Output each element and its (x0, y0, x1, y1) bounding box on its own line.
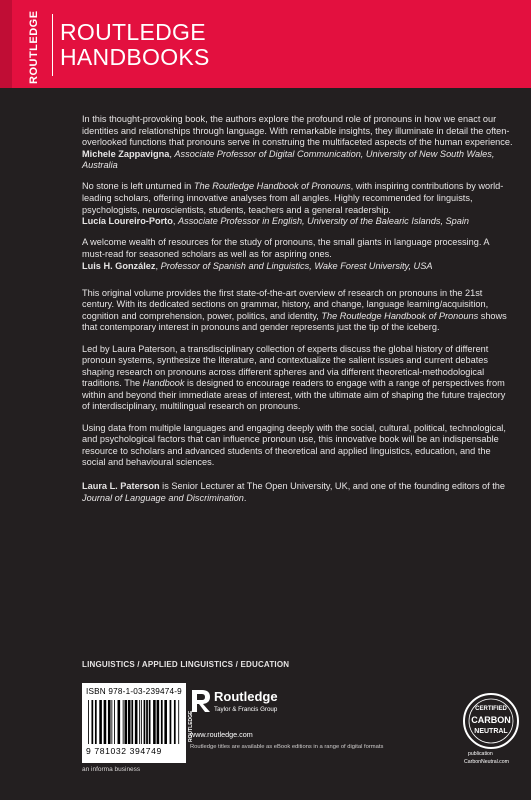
barcode-bar (131, 700, 133, 744)
subject-category: LINGUISTICS / APPLIED LINGUISTICS / EDUCATION (82, 660, 290, 669)
description-paragraph-3: Using data from multiple languages and engaging deeply with the social, cultural, political, technological, and psychological factors that can influence pronoun use, this innovative book will be an indispensable resource to scholars and advanced students of theoretical and applied linguistics, education, and the social and behavioural sciences. (82, 422, 506, 468)
barcode-bar (141, 700, 142, 744)
barcode-bar (135, 700, 138, 744)
description-paragraph-2 (82, 344, 514, 414)
informa-business: an informa business (82, 766, 141, 773)
barcode-bar (123, 700, 124, 744)
series-title (60, 20, 210, 70)
description-book-title: The Routledge Handbook of Pronouns (321, 310, 479, 321)
description-text: is designed to encourage readers to engage with a range of perspectives from within and beyond their immediate areas of interest, with the ultimate aim of shaping the future trajectory of interdisciplinary, multilingual research on pronouns. (82, 378, 506, 412)
author-journal: Journal of Language and Discrimination (82, 492, 244, 503)
barcode-bar (95, 700, 97, 744)
barcode-bar (124, 700, 127, 744)
barcode-bar (164, 700, 167, 744)
description-text: shows that contemporary interest in pronouns and gender represents just the tip of the iceberg. (82, 310, 507, 333)
ebook-note: Routledge titles are available as eBook editions in a range of digital formats (190, 744, 384, 750)
description-text: Led by Laura Paterson, a transdisciplinary collection of experts discuss the global history of different pronoun systems, synthesize the literature, and contextualize the salient issues and current debates shaping research on pronouns across different spheres and via different theoretical-methodological traditions. The (82, 343, 489, 389)
barcode-bar (88, 700, 89, 744)
seal-line-2: CARBON (471, 715, 511, 725)
praise-quote-1: In this thought-provoking book, the authors explore the profound role of pronouns in how we enact our identities and relationships through language. With remarkable insights, they illuminate in detail the often-overlooked functions that pronouns serve in construing the multifaceted aspects of the human experience. Michele Zappavigna, Associate Professor of Digital Communication, University of New South Wales, Australia (82, 114, 513, 171)
publisher-name: Routledge (214, 689, 278, 704)
barcode-number: 9 781032 394749 (86, 746, 162, 756)
description-book-title: Handbook (142, 378, 185, 389)
barcode-bar (149, 700, 151, 744)
series-banner (0, 0, 531, 88)
barcode-bar (153, 700, 156, 744)
publisher-group: Taylor & Francis Group (214, 706, 278, 713)
barcode-bar (144, 700, 146, 744)
barcode-bar (174, 700, 176, 744)
author-bio (82, 481, 514, 504)
banner-divider (52, 14, 53, 76)
praise-role: Professor of Spanish and Linguistics, Wake Forest University, USA (160, 260, 433, 271)
praise-book-title: The Routledge Handbook of Pronouns (193, 181, 351, 192)
praise-quote-2: No stone is left unturned in The Routledge Handbook of Pronouns, with inspiring contributions by world-leading scholars, offering innovative analyses from all angles. Highly recommended for linguists, psychologists, neuroscientists, students, teachers and a general readership. Lucía Loureiro-Porto, Associate Professor in English, University of the Balearic Islands, Spain (82, 181, 504, 227)
isbn-label: ISBN 978-1-03-239474-9 (86, 687, 182, 696)
praise-text-after: , with inspiring contributions by world-leading scholars, offering innovative analyses from all angles. Highly recommended for linguists, psychologists, neuroscientists, students, teachers and a general readership. (82, 181, 504, 215)
barcode-bar (104, 700, 107, 744)
barcode-bar (118, 700, 121, 744)
description-paragraph-1 (82, 288, 514, 334)
praise-role: Associate Professor in English, University of the Balearic Islands, Spain (177, 216, 470, 227)
banner-accent-bar (0, 0, 12, 88)
seal-line-3: NEUTRAL (474, 728, 508, 735)
barcode (82, 683, 186, 763)
praise-text-before: No stone is left unturned in (82, 181, 194, 192)
series-title-line1: ROUTLEDGE (60, 19, 206, 45)
routledge-vertical-small: ROUTLEDGE (188, 710, 194, 742)
barcode-bar (128, 700, 131, 744)
barcode-bar (99, 700, 102, 744)
praise-role: Associate Professor of Digital Communication, University of New South Wales, Australia (82, 148, 495, 171)
barcode-bar (161, 700, 163, 744)
barcode-bar (108, 700, 111, 744)
description-text: This original volume provides the first state-of-the-art overview of research on pronouns in the 21st century. With its dedicated sections on grammar, history, and change, language learning/acquisition, cognition and comprehension, power, politics, and identity, (82, 287, 489, 321)
routledge-vertical-logo: ROUTLEDGE (28, 10, 40, 84)
barcode-bar (170, 700, 172, 744)
author-bio-text: is Senior Lecturer at The Open University, UK, and one of the founding editors of the (159, 480, 506, 491)
barcode-bar (91, 700, 93, 744)
barcode-bar (178, 700, 179, 744)
barcode-bar (139, 700, 140, 744)
praise-name: Luis H. González (82, 260, 156, 271)
carbon-neutral-seal-icon (462, 692, 520, 750)
author-name: Laura L. Paterson (82, 480, 160, 491)
publisher-url[interactable]: www.routledge.com (190, 730, 253, 739)
barcode-bar (157, 700, 160, 744)
praise-quote-3: A welcome wealth of resources for the study of pronouns, the small giants in language processing. A must-read for seasoned scholars as well as for aspiring ones. Luis H. González, Professor of Spanish and Linguistics, Wake Forest University, USA (82, 237, 490, 271)
seal-line-1: CERTIFIED (475, 706, 507, 712)
barcode-bars (88, 700, 180, 744)
author-bio-text: . (243, 492, 247, 503)
seal-caption-1: publication (468, 751, 493, 757)
barcode-bar (114, 700, 115, 744)
praise-name: Lucía Loureiro-Porto (82, 216, 173, 227)
barcode-bar (111, 700, 112, 744)
series-title-line2: HANDBOOKS (60, 44, 210, 70)
seal-caption-2: CarbonNeutral.com (464, 759, 509, 765)
praise-name: Michele Zappavigna (82, 148, 170, 159)
praise-text: A welcome wealth of resources for the study of pronouns, the small giants in language processing. A must-read for seasoned scholars as well as for aspiring ones. (82, 237, 490, 259)
barcode-bar (146, 700, 148, 744)
praise-text: In this thought-provoking book, the authors explore the profound role of pronouns in how we enact our identities and relationships through language. With remarkable insights, they illuminate in detail the often-overlooked functions that pronouns serve in construing the multifaceted aspects of the human experience. (82, 114, 513, 148)
back-cover-text (82, 114, 514, 504)
